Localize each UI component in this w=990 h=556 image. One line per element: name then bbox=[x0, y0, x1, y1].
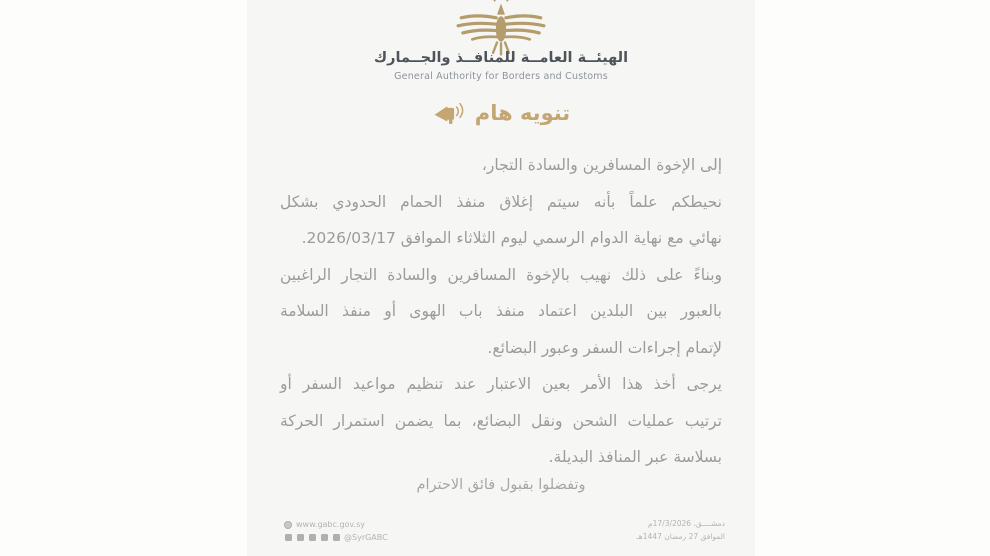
body-line: ترتيب عمليات الشحن ونقل البضائع، بما يضمن استمرار الحركة bbox=[280, 411, 722, 430]
youtube-icon bbox=[285, 534, 292, 541]
megaphone-icon bbox=[432, 100, 466, 126]
body-line: بسلاسة عبر المنافذ البديلة. bbox=[548, 448, 722, 466]
announcement-document bbox=[247, 0, 755, 556]
authority-name-english: General Authority for Borders and Customs bbox=[394, 71, 608, 82]
x-icon bbox=[333, 534, 340, 541]
body-line: بالعبور بين البلدين اعتماد منفذ باب الهوى أو منفذ السلامة bbox=[280, 302, 722, 320]
footer-contact bbox=[284, 518, 388, 544]
body-line: نهائي مع نهاية الدوام الرسمي ليوم الثلاثاء الموافق 2026/03/17. bbox=[301, 229, 722, 247]
notice-title: تنويه هام bbox=[474, 101, 571, 125]
body-line: نحيطكم علماً بأنه سيتم إغلاق منفذ الحمام الحدودي بشكل bbox=[280, 192, 722, 211]
body-line: إلى الإخوة المسافرين والسادة التجار، bbox=[481, 156, 722, 174]
issue-date-gregorian: دمشــــق، 17/3/2026م bbox=[647, 519, 725, 528]
issue-date-hijri: الموافق 27 رمضان 1447هـ bbox=[636, 532, 725, 541]
body-line: وبناءً على ذلك نهيب بالإخوة المسافرين والسادة التجار الراغبين bbox=[280, 265, 722, 284]
globe-icon bbox=[284, 521, 292, 529]
facebook-icon bbox=[321, 534, 328, 541]
website-url: www.gabc.gov.sy bbox=[296, 520, 365, 529]
body-line: يرجى أخذ هذا الأمر بعين الاعتبار عند تنظيم مواعيد السفر أو bbox=[280, 375, 722, 393]
body-line: لإتمام إجراءات السفر وعبور البضائع. bbox=[487, 338, 722, 357]
social-handle: @SyrGABC bbox=[344, 533, 388, 542]
notice-title-row bbox=[247, 100, 755, 126]
authority-name-arabic: الهيئــة العامــة للمنافــذ والجــمارك bbox=[373, 50, 629, 66]
instagram-icon bbox=[309, 534, 316, 541]
notice-body bbox=[280, 147, 722, 476]
footer-dates bbox=[637, 517, 725, 543]
eagle-emblem-icon bbox=[453, 0, 549, 56]
closing-salutation: وتفضلوا بقبول فائق الاحترام bbox=[416, 477, 586, 493]
telegram-icon bbox=[297, 534, 304, 541]
